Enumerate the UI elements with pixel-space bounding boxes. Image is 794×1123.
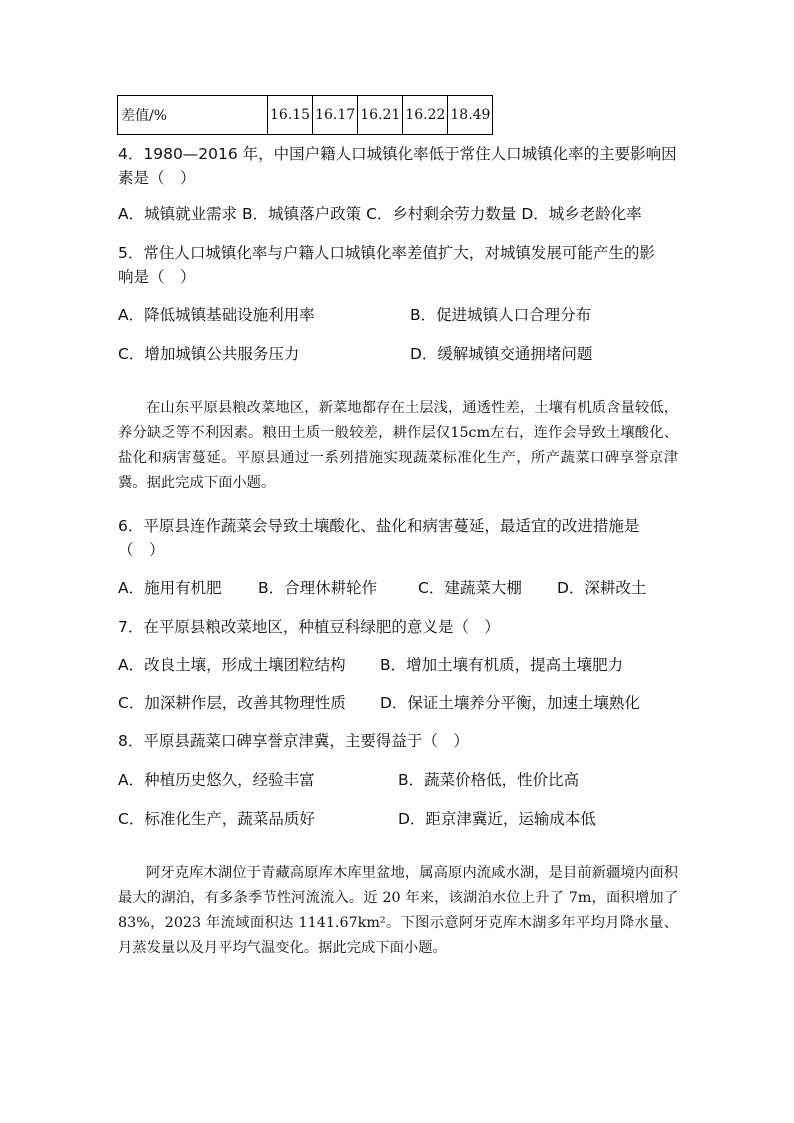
question-7-stem: 7．在平原县粮改菜地区，种植豆科绿肥的意义是（ ） <box>118 618 500 636</box>
question-4-options: A．城镇就业需求 B．城镇落户政策 C．乡村剩余劳力数量 D．城乡老龄化率 <box>118 205 642 223</box>
question-8-option-c: C．标准化生产，蔬菜品质好 <box>118 810 315 828</box>
table-cell: 16.17 <box>313 96 358 135</box>
question-8-stem: 8．平原县蔬菜口碑享誉京津冀，主要得益于（ ） <box>118 732 469 750</box>
question-6-option-d: D．深耕改土 <box>557 579 647 597</box>
question-5-option-b: B．促进城镇人口合理分布 <box>410 306 592 324</box>
question-8-option-a: A．种植历史悠久，经验丰富 <box>118 771 315 789</box>
reading-passage-lake: 阿牙克库木湖位于青藏高原库木库里盆地，属高原内流咸水湖，是目前新疆境内面积最大的湖泊，有多条季节性河流流入。近 20 年来，该湖泊水位上升了 7m，面积增加了 83%，2023 年流域面积达 1141.67km²。下图示意阿牙克库木湖多年平均月降水量、月蒸发量以及月平均气温变化。据此完成下面小题。 <box>118 865 678 956</box>
table-cell: 16.22 <box>403 96 448 135</box>
question-7-option-c: C．加深耕作层，改善其物理性质 <box>118 694 346 712</box>
question-4-stem-line2: 素是（ ） <box>118 169 196 187</box>
question-6-option-b: B．合理休耕轮作 <box>258 579 378 597</box>
table-row-label: 差值/% <box>118 96 268 135</box>
question-6-option-a: A．施用有机肥 <box>118 579 222 597</box>
question-6-stem-line1: 6．平原县连作蔬菜会导致土壤酸化、盐化和病害蔓延，最适宜的改进措施是 <box>118 517 640 535</box>
question-5-option-c: C．增加城镇公共服务压力 <box>118 345 300 363</box>
table-row <box>118 96 493 135</box>
question-8-option-d: D．距京津冀近，运输成本低 <box>398 810 596 828</box>
difference-table <box>117 95 493 135</box>
table-cell: 16.21 <box>358 96 403 135</box>
question-7-option-b: B．增加土壤有机质，提高土壤肥力 <box>380 656 624 674</box>
question-5-stem-line1: 5．常住人口城镇化率与户籍人口城镇化率差值扩大，对城镇发展可能产生的影 <box>118 244 655 262</box>
question-5-option-a: A．降低城镇基础设施利用率 <box>118 306 315 324</box>
question-5-option-d: D．缓解城镇交通拥堵问题 <box>410 345 593 363</box>
question-8-option-b: B．蔬菜价格低，性价比高 <box>398 771 580 789</box>
question-7-option-d: D．保证土壤养分平衡，加速土壤熟化 <box>380 694 640 712</box>
reading-passage-soil: 在山东平原县粮改菜地区，新菜地都存在土层浅，通透性差，土壤有机质含量较低，养分缺乏等不利因素。粮田土质一般较差，耕作层仅15cm左右，连作会导致土壤酸化、盐化和病害蔓延。平原县通过一系列措施实现蔬菜标准化生产，所产蔬菜口碑享誉京津冀。据此完成下面小题。 <box>118 400 678 491</box>
table-cell: 18.49 <box>448 96 493 135</box>
question-7-option-a: A．改良土壤，形成土壤团粒结构 <box>118 656 346 674</box>
question-4-stem-line1: 4．1980—2016 年，中国户籍人口城镇化率低于常住人口城镇化率的主要影响因 <box>118 145 677 163</box>
question-6-stem-line2: （ ） <box>118 541 165 559</box>
table-cell: 16.15 <box>268 96 313 135</box>
question-5-stem-line2: 响是（ ） <box>118 268 196 286</box>
question-6-option-c: C．建蔬菜大棚 <box>418 579 522 597</box>
